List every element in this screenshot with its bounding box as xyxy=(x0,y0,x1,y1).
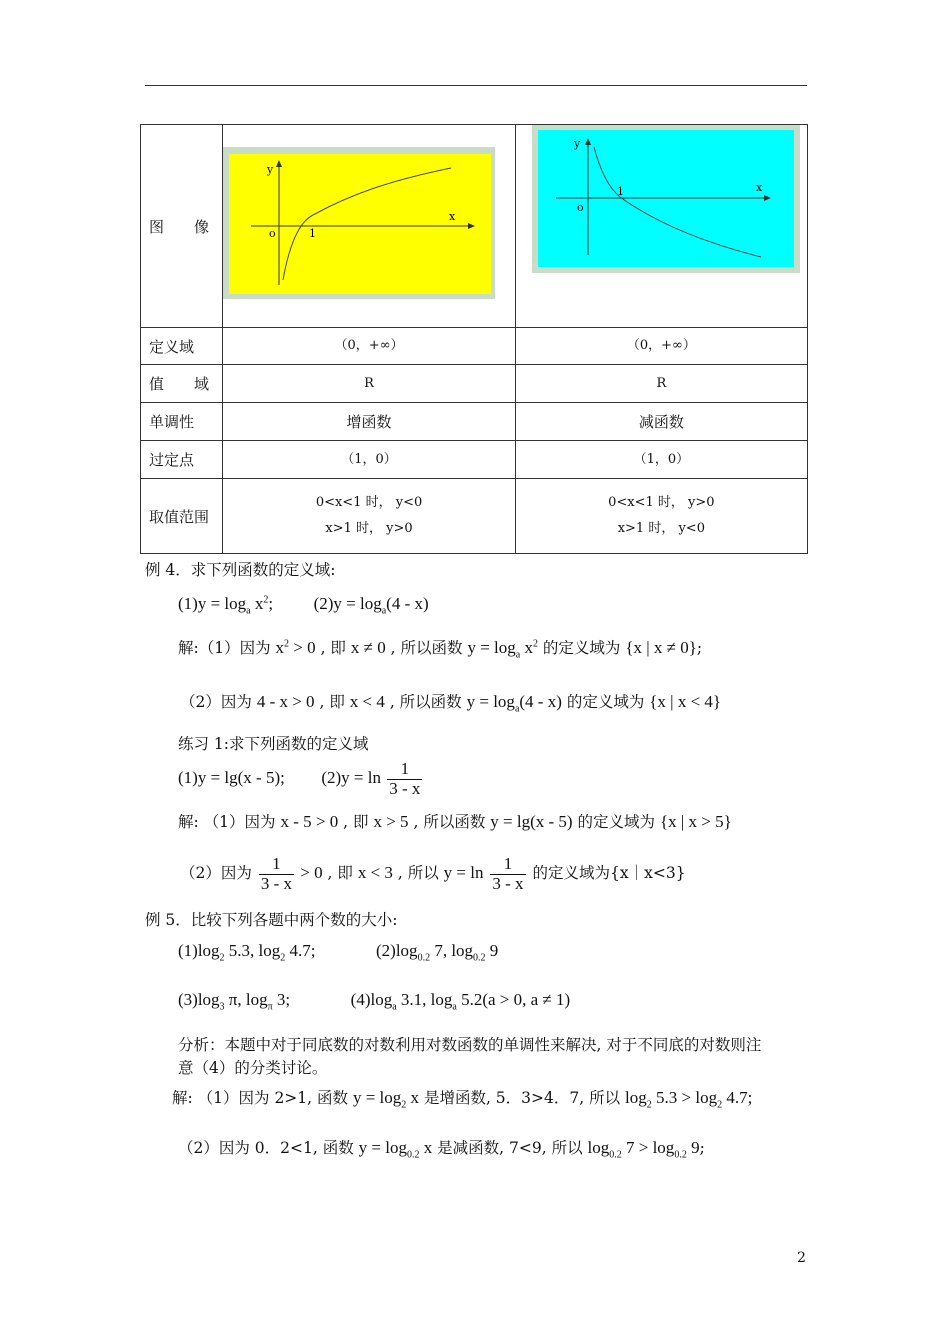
text: ; xyxy=(696,639,703,657)
math-sub: 2 xyxy=(646,1099,652,1111)
math: y = lg(x - 5) xyxy=(490,812,573,831)
text: 的定义域为 xyxy=(577,813,656,831)
text: , 即 xyxy=(343,813,369,831)
graph-increasing xyxy=(223,125,513,327)
table-cell: R xyxy=(515,365,807,403)
math-text: (4 - x) xyxy=(386,594,429,613)
math-text: log xyxy=(587,1138,610,1157)
math-text: ; xyxy=(268,594,274,613)
text: 解: （1）因为 xyxy=(178,813,276,831)
math-text: 3.1, log xyxy=(396,990,453,1009)
math-text: 5.3 > log xyxy=(651,1088,718,1107)
text: （2）因为 xyxy=(180,693,252,711)
graph-decreasing xyxy=(516,125,816,327)
table-cell: 增函数 xyxy=(223,403,515,441)
math xyxy=(467,638,538,661)
math-text: x xyxy=(419,1138,433,1157)
origin-label: o xyxy=(576,201,584,214)
math xyxy=(358,1138,433,1161)
numerator: 1 xyxy=(490,855,525,875)
row-label: 值 域 xyxy=(141,365,223,403)
table-row-range xyxy=(141,365,808,403)
math-text: (2)y = ln xyxy=(321,768,381,788)
math-sup: 2 xyxy=(263,594,269,606)
math-text: y = log xyxy=(358,1138,407,1157)
table-row-fixed-point xyxy=(141,441,808,479)
math-text: 9 xyxy=(686,1138,700,1157)
axis-x-label: x xyxy=(755,181,762,194)
axis-y-label: y xyxy=(267,163,274,176)
text: 的定义域为 xyxy=(566,693,645,711)
math-sub: 2 xyxy=(219,952,225,964)
math-text: 9 xyxy=(485,941,499,960)
math-text: 4.7; xyxy=(722,1088,753,1107)
math-text: π, log xyxy=(224,990,268,1009)
ex4-questions xyxy=(178,594,429,616)
table-cell: R xyxy=(223,365,515,403)
math-text: y = log xyxy=(352,1088,402,1107)
math: x ≠ 0 xyxy=(350,638,386,657)
math-text: 4.7; xyxy=(285,941,316,960)
text: , 所以函数 xyxy=(413,813,486,831)
math-text: 7 > log xyxy=(621,1138,675,1157)
math-sub: 0.2 xyxy=(417,952,431,964)
math-sub: 3 xyxy=(219,1001,225,1013)
math-text: x xyxy=(406,1088,420,1107)
math-sup: 2 xyxy=(284,638,290,650)
math-sub: 2 xyxy=(717,1099,723,1111)
math-sub: a xyxy=(515,649,521,661)
origin-label: o xyxy=(269,227,277,240)
math xyxy=(466,692,562,715)
table-row-value-range xyxy=(141,479,808,554)
text: 的定义域为 xyxy=(542,639,621,657)
math-text: > 0 xyxy=(289,638,316,657)
math-sub: 0.2 xyxy=(674,1149,687,1161)
math-text: y = log xyxy=(467,638,516,657)
math-text: (4 - x) xyxy=(519,692,562,711)
table-cell: （1，0） xyxy=(515,441,807,479)
ex5-questions-3-4 xyxy=(178,990,570,1012)
text: ; xyxy=(699,1139,705,1157)
math-sub: 2 xyxy=(280,952,286,964)
fraction xyxy=(387,760,422,798)
math-text: 3; xyxy=(272,990,291,1009)
denominator: 3 - x xyxy=(492,873,524,893)
math-text: (1)y = log xyxy=(178,594,247,613)
math: x < 3 xyxy=(357,863,393,883)
math-text: (4)log xyxy=(350,990,393,1009)
ex4-solution-1 xyxy=(178,636,702,660)
fraction xyxy=(490,855,525,893)
math-text: (1)y = lg(x - 5); xyxy=(178,768,285,788)
text: 是增函数, 5．3>4．7, 所以 xyxy=(423,1089,621,1107)
math-text: y = log xyxy=(466,692,515,711)
math-sub: 2 xyxy=(401,1099,407,1111)
denominator: 3 - x xyxy=(389,778,421,798)
math-sub: 0.2 xyxy=(406,1149,420,1161)
math-sub: π xyxy=(267,1001,273,1013)
one-label: 1 xyxy=(616,185,624,198)
ex5-solution-2 xyxy=(178,1136,705,1160)
math-text: x xyxy=(250,594,264,613)
row-label: 单调性 xyxy=(141,403,223,441)
text: 的定义域为{x｜x<3} xyxy=(532,864,686,883)
axis-y-label: y xyxy=(573,137,580,150)
pr1-questions xyxy=(178,760,424,798)
text: , 即 xyxy=(327,864,353,883)
table-cell: （0，+∞） xyxy=(223,328,515,365)
ex5-title: 例 5．比较下列各题中两个数的大小: xyxy=(145,911,398,929)
one-label: 1 xyxy=(309,227,317,240)
math: {x | x < 4} xyxy=(649,692,722,711)
fraction xyxy=(259,855,294,893)
text: 是减函数, 7<9, 所以 xyxy=(437,1139,583,1157)
math xyxy=(276,638,316,657)
math-sub: 0.2 xyxy=(609,1149,622,1161)
ex5-questions-1-2 xyxy=(178,941,498,963)
math-text: (3)log xyxy=(178,990,220,1009)
ex4-solution-2 xyxy=(180,690,721,714)
math: > 0 xyxy=(295,863,323,883)
pr1-solution-1 xyxy=(178,810,732,832)
text: （2）因为 xyxy=(180,864,252,883)
table-cell: （1，0） xyxy=(223,441,515,479)
numerator: 1 xyxy=(259,855,294,875)
row-label: 取值范围 xyxy=(141,479,223,554)
math-sub: a xyxy=(381,605,387,617)
math: x < 4 xyxy=(349,692,385,711)
math-text: log xyxy=(625,1088,647,1107)
math-sub: a xyxy=(246,605,251,617)
text: , 所以函数 xyxy=(390,639,463,657)
table-cell: （0，+∞） xyxy=(515,328,807,365)
text: （2）因为 0．2<1, 函数 xyxy=(178,1139,354,1157)
ex4-title: 例 4．求下列函数的定义域: xyxy=(145,561,336,579)
table-cell xyxy=(515,479,807,554)
header-rule xyxy=(145,85,807,86)
math xyxy=(587,1138,700,1161)
math xyxy=(352,1088,420,1111)
math: x > 5 xyxy=(373,812,409,831)
table-cell xyxy=(223,479,515,554)
pr1-solution-2 xyxy=(180,855,686,893)
table-row-monotonicity xyxy=(141,403,808,441)
numerator: 1 xyxy=(387,760,422,780)
math-sup: 2 xyxy=(532,638,538,650)
graph-decreasing-cell xyxy=(515,125,807,328)
axis-x-label: x xyxy=(449,210,456,223)
ex5-analysis-line-2: 意（4）的分类讨论。 xyxy=(178,1059,328,1077)
text: 解: （1）因为 2>1, 函数 xyxy=(172,1089,349,1107)
ex5-solution-1 xyxy=(172,1086,752,1110)
math xyxy=(625,1088,753,1111)
text: , 即 xyxy=(319,693,345,711)
math-sub: a xyxy=(514,703,520,715)
math: y = ln xyxy=(443,863,484,883)
row-label-graph: 图 像 xyxy=(141,125,223,328)
math-text: 7, log xyxy=(430,941,474,960)
math-text: 5.3, log xyxy=(224,941,281,960)
text: , 所以函数 xyxy=(389,693,462,711)
table-row-domain xyxy=(141,328,808,365)
row-label: 定义域 xyxy=(141,328,223,365)
math-text: (2)y = log xyxy=(313,594,382,613)
math: {x | x ≠ 0} xyxy=(625,638,697,657)
pr1-title: 练习 1:求下列函数的定义域 xyxy=(178,735,369,753)
log-function-properties-table xyxy=(140,124,808,554)
cell-line: 0<x<1 时， y<0 xyxy=(315,495,423,510)
math: {x | x > 5} xyxy=(659,812,732,831)
math: x - 5 > 0 xyxy=(280,812,339,831)
math-text: (1)log xyxy=(178,941,220,960)
graph-increasing-cell xyxy=(223,125,515,328)
table-row-graph xyxy=(141,125,808,328)
page-number: 2 xyxy=(797,1250,806,1266)
math-text: 5.2(a > 0, a ≠ 1) xyxy=(456,990,571,1009)
math-text: x xyxy=(275,638,285,657)
math-text: x xyxy=(520,638,533,657)
math: 4 - x > 0 xyxy=(256,692,315,711)
text: , 即 xyxy=(320,639,346,657)
text: 解:（1）因为 xyxy=(178,639,271,657)
table-cell: 减函数 xyxy=(515,403,807,441)
cell-line: x>1 时， y>0 xyxy=(325,521,413,536)
ex5-analysis-line-1: 分析：本题中对于同底数的对数利用对数函数的单调性来解决, 对于不同底的对数则注 xyxy=(178,1036,762,1054)
cell-line: 0<x<1 时， y>0 xyxy=(608,495,715,510)
row-label: 过定点 xyxy=(141,441,223,479)
math-sub: a xyxy=(392,1001,397,1013)
denominator: 3 - x xyxy=(260,873,292,893)
math-sub: 0.2 xyxy=(473,952,486,964)
cell-line: x>1 时， y<0 xyxy=(617,521,705,536)
math-text: (2)log xyxy=(376,941,418,960)
math-sub: a xyxy=(452,1001,457,1013)
text: , 所以 xyxy=(397,864,439,883)
